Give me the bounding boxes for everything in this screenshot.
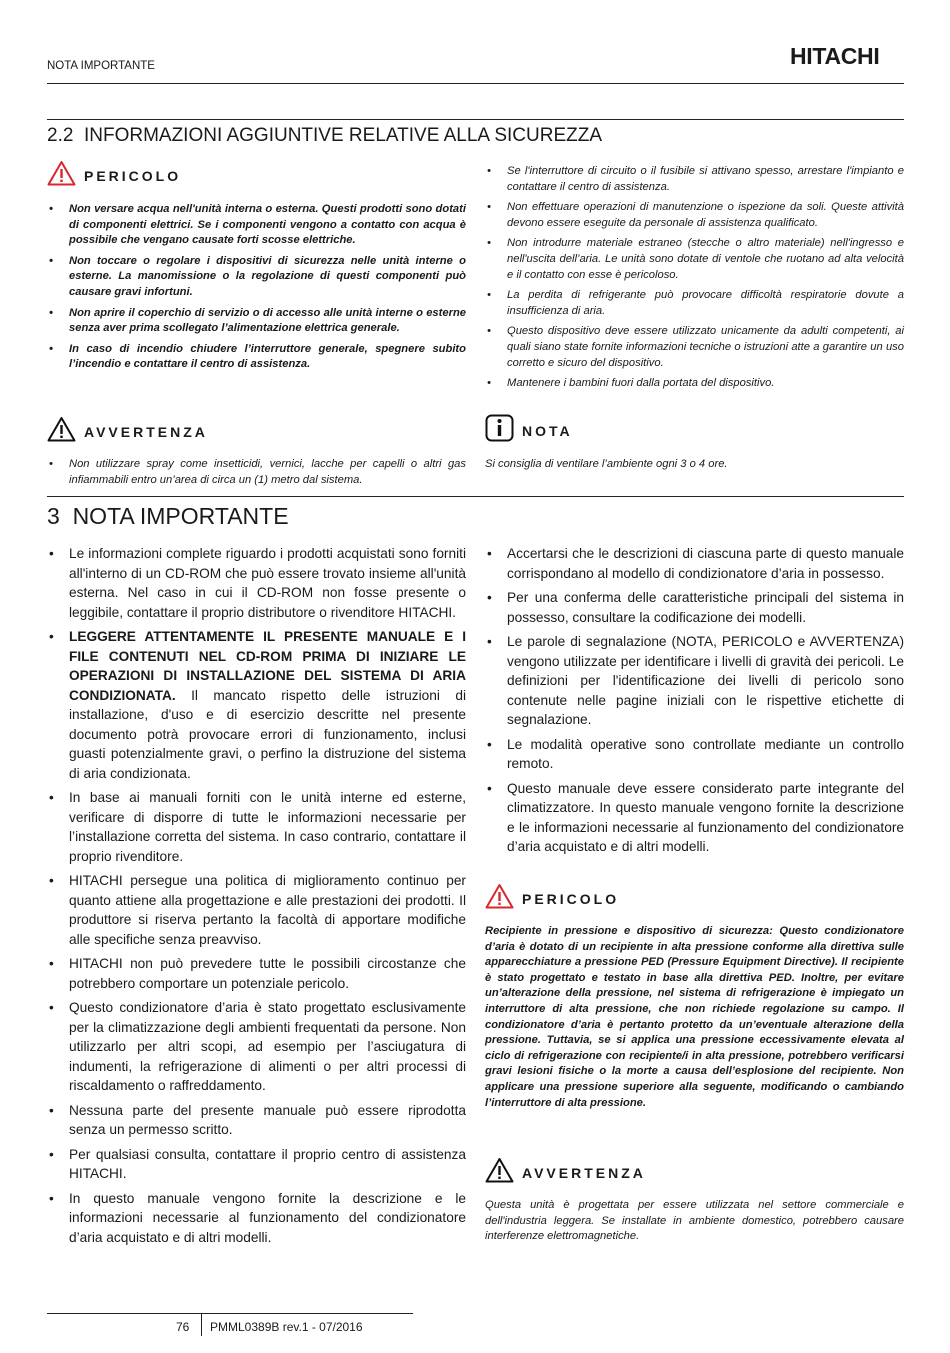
list-item: • HITACHI non può prevedere tutte le possibili circostanze che potrebbero comportare un potenziale pericolo. [47,954,466,993]
list-item: • In base ai manuali forniti con le unità interne ed esterne, verificare di disporre di tutte le informazioni necessarie per l’installazione corretta del sistema. In caso contrario, contattare il proprio rivenditore. [47,788,466,866]
warning-heading [47,416,466,447]
section-divider-3 [47,496,904,497]
section-3-title: 3 NOTA IMPORTANTE [47,503,289,529]
header-section-label: NOTA IMPORTANTE [47,60,155,72]
list-item: • Questo condizionatore d’aria è stato progettato esclusivamente per la climatizzazione degli ambienti frequentati da persone. Non utilizzarlo per altri scopi, ad esempio per l’asciugatura di indumenti, la refrigerazione di alimenti o per altri processi di riscaldamento o raffreddamento. [47,998,466,1096]
warning-text: Questa unità è progettata per essere utilizzata nel settore commerciale e dell'industria leggera. Se installate in ambiente domestico, potrebbero causare interferenze elettromagnetiche. [485,1199,904,1243]
important-notes-list-right [485,544,904,857]
warning-label: AVVERTENZA [84,423,208,440]
warning-label: AVVERTENZA [522,1164,646,1181]
danger-warning-icon [47,160,76,191]
warning-heading [485,1157,904,1188]
sec3-danger-block [485,883,904,1111]
list-item: • LEGGERE ATTENTAMENTE IL PRESENTE MANUALE E I FILE CONTENUTI NEL CD-ROM PRIMA DI INIZIARE LE OPERAZIONI DI INSTALLAZIONE DEL SISTEMA DI ARIA CONDIZIONATA. Il mancato rispetto delle istruzioni di installazione, d'uso e di esercizio descritte nel presente documento potrà provocare errori di funzionamento, inclusi guasti potenzialmente gravi, o perfino la distruzione del sistema di aria condizionata. [47,627,466,783]
header-divider [47,83,904,84]
note-heading [485,414,904,447]
warning-triangle-icon [47,416,76,447]
important-notes-list [47,544,466,1247]
footer-separator [201,1314,202,1336]
danger-text: Recipiente in pressione e dispositivo di sicurezza: Questo condizionatore d’aria è dotato di un recipiente in alta pressione conforme alla direttiva sulle apparecchiature a pressione PED (Pressure Equipment Directive). Il recipiente è stato progettato e testato in base alla direttiva PED. Inoltre, per evitare un’alterazione della pressione, nel sistema di refrigerazione è impiegato un interruttore di alta pressione, che non richiede regolazione su campo. Il condizionatore d’aria è pertanto protetto da un’eventuale alterazione della pressione. Tuttavia, se si applica una pressione eccessivamente elevata al ciclo di refrigerazione con recipiente/i in alta pressione, potrebbero verificarsi gravi lesioni fisiche o la morte a causa dell’esplosione del recipiente. Non applicare una pressione superiore alla seguente, modificando o cambiando l’interruttore di alta pressione. [485,925,904,1109]
list-item: • Per una conferma delle caratteristiche principali del sistema in possesso, consultare la codificazione dei modelli. [485,588,904,627]
page-number: 76 [176,1320,190,1334]
safety-list [485,164,904,392]
list-item: • Non utilizzare spray come insetticidi, vernici, lacche per capelli o altri gas infiammabili entro un’area di circa un (1) metro dal sistema. [47,457,466,488]
list-item: • Se l'interruttore di circuito o il fusibile si attivano spesso, arrestare l'impianto e contattare il centro di assistenza. [485,164,904,195]
brand-logo: HITACHI [790,43,880,69]
list-item: • Per qualsiasi consulta, contattare il proprio centro di assistenza HITACHI. [47,1145,466,1184]
danger-heading [47,160,466,191]
list-item: • Le parole di segnalazione (NOTA, PERICOLO e AVVERTENZA) vengono utilizzate per identificare i livelli di gravità dei pericoli. Le definizioni per l'identificazione dei livelli di pericolo sono contenute nelle pagine iniziali con le rispettive etichette di segnalazione. [485,632,904,730]
section-2-2-title: 2.2 INFORMAZIONI AGGIUNTIVE RELATIVE ALLA SICUREZZA [47,125,602,146]
danger-label: PERICOLO [522,890,620,907]
section-divider-top [47,119,904,120]
list-item: • Non toccare o regolare i dispositivi di sicurezza nelle unità interne o esterne. La manomissione o la regolazione di questi componenti può causare gravi infortuni. [47,254,466,301]
sec3-left-column [47,544,466,1252]
danger-heading [485,883,904,914]
list-item: • In caso di incendio chiudere l’interruttore generale, spegnere subito l’incendio e contattare il centro di assistenza. [47,342,466,373]
list-item: • Accertarsi che le descrizioni di ciascuna parte di questo manuale corrispondano al modello di condizionatore d’aria in possesso. [485,544,904,583]
doc-code: PMML0389B rev.1 - 07/2016 [210,1320,363,1334]
danger-label: PERICOLO [84,167,182,184]
list-item: • Questo manuale deve essere considerato parte integrante del climatizzatore. In questo manuale vengono fornite la descrizione e le informazioni necessarie al funzionamento del condizionatore d’aria acquistato e di altri modelli. [485,779,904,857]
list-item: • Questo dispositivo deve essere utilizzato unicamente da adulti competenti, ai quali siano state fornite informazioni tecniche o istruzioni atte a garantire un uso corretto e sicuro del dispositivo. [485,324,904,371]
sec22-warning-block [47,416,466,493]
list-item: • Le informazioni complete riguardo i prodotti acquistati sono forniti all'interno di un CD-ROM che può essere trovato insieme all'unità esterna. Nel caso in cui il CD-ROM non fosse presente o leggibile, contattare il proprio distributore o rivenditore HITACHI. [47,544,466,622]
sec3-warning-block [485,1157,904,1245]
danger-list [47,202,466,373]
note-label: NOTA [522,422,573,439]
list-item: • La perdita di refrigerante può provocare difficoltà respiratorie dovute a insufficienza di aria. [485,288,904,319]
info-icon [485,414,514,447]
sec22-left-column [47,160,466,378]
list-item: • HITACHI persegue una politica di miglioramento continuo per quanto attiene alla progettazione e alle prestazioni dei prodotti. Il produttore si riserva pertanto la facoltà di apportare modifiche alle specifiche senza preavviso. [47,871,466,949]
list-item: • Nessuna parte del presente manuale può essere riprodotta senza un permesso scritto. [47,1101,466,1140]
sec22-right-column [485,164,904,397]
note-text: Si consiglia di ventilare l’ambiente ogni 3 o 4 ore. [485,458,728,470]
sec3-right-column [485,544,904,862]
warning-list [47,457,466,488]
emphasis-text: LEGGERE ATTENTAMENTE IL PRESENTE MANUALE E I FILE CONTENUTI NEL CD-ROM PRIMA DI INIZIARE LE OPERAZIONI DI INSTALLAZIONE DEL SISTEMA DI ARIA CONDIZIONATA. [69,629,466,703]
list-item: • Non aprire il coperchio di servizio o di accesso alle unità interne o esterne senza aver prima scollegato l’alimentazione elettrica generale. [47,306,466,337]
footer-rule [47,1313,413,1314]
list-item: • Le modalità operative sono controllate mediante un controllo remoto. [485,735,904,774]
list-item: • Non introdurre materiale estraneo (stecche o altro materiale) nell'ingresso e nell'uscita dell’aria. Le unità sono dotate di ventole che ruotano ad alta velocità e il contatto con esse è pericoloso. [485,236,904,283]
list-item: • Non effettuare operazioni di manutenzione o ispezione da soli. Queste attività devono essere eseguite da personale di assistenza qualificato. [485,200,904,231]
list-item: • Non versare acqua nell'unità interna o esterna. Questi prodotti sono dotati di componenti elettrici. Se i componenti vengono a contatto con acqua è possibile che vengano causate forti scosse elettriche. [47,202,466,249]
danger-warning-icon [485,883,514,914]
warning-triangle-icon [485,1157,514,1188]
list-item: • Mantenere i bambini fuori dalla portata del dispositivo. [485,376,904,392]
list-item: • In questo manuale vengono fornite la descrizione e le informazioni necessarie al funzionamento del condizionatore d’aria acquistato e di altri modelli. [47,1189,466,1248]
sec22-note-block [485,414,904,473]
